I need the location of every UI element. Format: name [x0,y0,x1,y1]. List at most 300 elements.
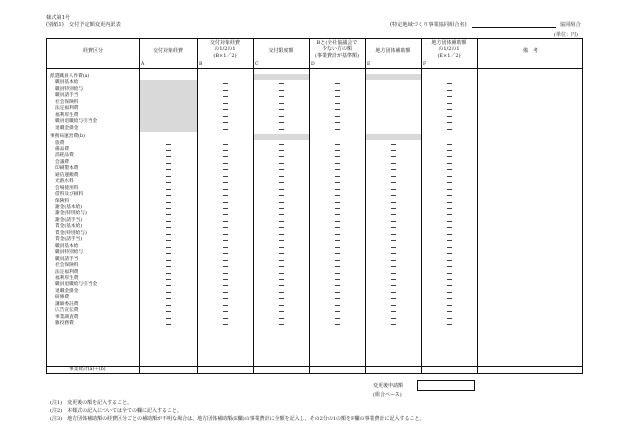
association-name-field[interactable] [472,27,556,28]
empty-cell-mark [391,292,396,293]
empty-cell-mark [166,202,171,203]
empty-cell-mark [447,227,452,228]
column-header-line: の1/2の1 [214,46,236,53]
empty-cell-mark [391,156,396,157]
empty-cell-mark [447,150,452,151]
shaded-cell [254,74,309,80]
row-label: 職員退職給与引当金 [55,282,98,288]
unit-note: (単位：円) [554,32,578,38]
empty-cell-mark [335,221,340,222]
empty-cell-mark [223,214,228,215]
empty-cell-mark [335,129,340,130]
row-label: 講師委託費 [55,301,79,307]
breakdown-table [46,38,583,374]
row-label: 賃金(特別給与) [55,230,87,236]
empty-cell-mark [391,253,396,254]
empty-cell-mark [447,182,452,183]
empty-cell-mark [335,318,340,319]
empty-cell-mark [335,144,340,145]
empty-cell-mark [223,176,228,177]
empty-cell-mark [223,182,228,183]
empty-cell-mark [279,122,284,123]
empty-cell-mark [279,195,284,196]
empty-cell-mark [223,279,228,280]
empty-cell-mark [447,144,452,145]
row-label: 借料及び損料 [55,192,84,198]
empty-cell-mark [335,189,340,190]
empty-cell-mark [166,150,171,151]
empty-cell-mark [447,103,452,104]
empty-cell-mark [223,311,228,312]
row-label: 職員特別給与 [55,86,84,92]
column-header [421,40,477,59]
column-divider [197,39,198,373]
empty-cell-mark [223,116,228,117]
column-header-line: (B×1／2) [213,52,237,59]
empty-cell-mark [335,227,340,228]
empty-cell-mark [279,163,284,164]
empty-cell-mark [223,266,228,267]
empty-cell-mark [223,221,228,222]
empty-cell-mark [223,189,228,190]
empty-cell-mark [166,163,171,164]
empty-cell-mark [391,273,396,274]
empty-cell-mark [279,202,284,203]
empty-cell-mark [223,318,228,319]
association-name-label: (特定地域づくり事業協同組合名) [390,22,467,28]
note-1: (注1) 変更後の額を記入すること。 [50,400,133,406]
empty-cell-mark [335,195,340,196]
row-label: 雑役務費 [55,321,74,327]
row-label: 福利厚生費 [55,275,79,281]
empty-cell-mark [335,214,340,215]
empty-cell-mark [335,122,340,123]
empty-cell-mark [391,208,396,209]
empty-cell-mark [391,189,396,190]
column-header-line: (E×1／2) [437,52,461,59]
row-label: 職員基本給 [55,80,79,86]
empty-cell-mark [391,318,396,319]
empty-cell-mark [166,324,171,325]
empty-cell-mark [279,324,284,325]
empty-cell-mark [447,324,452,325]
empty-cell-mark [447,195,452,196]
empty-cell-mark [279,176,284,177]
empty-cell-mark [166,253,171,254]
empty-cell-mark [447,260,452,261]
empty-cell-mark [391,279,396,280]
empty-cell-mark [223,202,228,203]
empty-cell-mark [279,247,284,248]
empty-cell-mark [279,144,284,145]
empty-cell-mark [166,234,171,235]
empty-cell-mark [335,103,340,104]
row-label: 研修費 [55,295,70,301]
empty-cell-mark [391,260,396,261]
empty-cell-mark [166,318,171,319]
empty-cell-mark [335,208,340,209]
row-label: 謝金(諸手当) [55,217,83,223]
empty-cell-mark [335,169,340,170]
empty-cell-mark [166,195,171,196]
empty-cell-mark [447,176,452,177]
empty-cell-mark [335,90,340,91]
empty-cell-mark [447,318,452,319]
empty-cell-mark [223,163,228,164]
row-label: 退職金掛金 [55,288,79,294]
empty-cell-mark [223,122,228,123]
empty-cell-mark [335,163,340,164]
empty-cell-mark [391,298,396,299]
empty-cell-mark [279,292,284,293]
empty-cell-mark [335,324,340,325]
column-header-line: 少ない方の額 [321,46,352,53]
empty-cell-mark [223,195,228,196]
empty-cell-mark [279,240,284,241]
empty-cell-mark [223,240,228,241]
column-header [197,40,253,59]
empty-cell-mark [166,279,171,280]
row-label: 法定福利費 [55,106,79,112]
empty-cell-mark [447,208,452,209]
empty-cell-mark [223,103,228,104]
empty-cell-mark [447,273,452,274]
row-label: 職員諸手当 [55,93,79,99]
empty-cell-mark [279,221,284,222]
empty-cell-mark [223,83,228,84]
column-header [477,48,584,54]
empty-cell-mark [447,189,452,190]
empty-cell-mark [223,324,228,325]
total-label: 事業費計(a)＋(b) [69,367,106,372]
empty-cell-mark [391,169,396,170]
empty-cell-mark [391,240,396,241]
row-label: 光熱水料 [55,179,74,185]
empty-cell-mark [223,285,228,286]
empty-cell-mark [447,253,452,254]
empty-cell-mark [447,109,452,110]
shaded-cell [254,134,309,140]
empty-cell-mark [279,182,284,183]
empty-cell-mark [166,156,171,157]
row-label: 事業調査費 [55,314,79,320]
empty-cell-mark [223,96,228,97]
empty-cell-mark [335,234,340,235]
empty-cell-mark [279,318,284,319]
empty-cell-mark [279,109,284,110]
empty-cell-mark [335,266,340,267]
empty-cell-mark [279,103,284,104]
empty-cell-mark [279,305,284,306]
row-label: 会議費 [55,159,70,165]
shaded-cell [366,134,421,140]
empty-cell-mark [447,285,452,286]
empty-cell-mark [166,182,171,183]
column-header-line: 備 考 [522,48,538,54]
row-label: 旅費 [55,140,65,146]
empty-cell-mark [447,122,452,123]
empty-cell-mark [279,260,284,261]
empty-cell-mark [166,144,171,145]
total-divider [47,366,582,367]
empty-cell-mark [447,279,452,280]
column-header-line: の1/2の1 [438,46,460,53]
empty-cell-mark [279,227,284,228]
empty-cell-mark [447,240,452,241]
empty-cell-mark [447,292,452,293]
empty-cell-mark [391,144,396,145]
group-title: 派遣職員人件費(a) [50,74,90,79]
empty-cell-mark [391,150,396,151]
empty-cell-mark [279,156,284,157]
apply-amount-label: 変更後申請額 [373,383,404,389]
row-label: 職員特別給与 [55,250,84,256]
empty-cell-mark [391,285,396,286]
empty-cell-mark [447,266,452,267]
empty-cell-mark [223,305,228,306]
empty-cell-mark [166,214,171,215]
row-label: 謝金(基本給) [55,205,83,210]
header-divider [47,68,582,69]
empty-cell-mark [279,129,284,130]
empty-cell-mark [335,253,340,254]
column-header-line: (事業費計が基準額) [315,52,359,59]
empty-cell-mark [391,266,396,267]
empty-cell-mark [335,150,340,151]
empty-cell-mark [447,156,452,157]
shaded-cell [140,80,197,132]
row-label: 職員基本給 [55,243,79,249]
empty-cell-mark [223,298,228,299]
empty-cell-mark [391,163,396,164]
column-header-line: 経費区分 [82,48,103,54]
column-header-line: 交付限度額 [268,48,294,54]
empty-cell-mark [447,83,452,84]
empty-cell-mark [223,129,228,130]
apply-amount-sublabel: (組合ベース) [373,392,402,398]
empty-cell-mark [391,182,396,183]
column-header-line: Bと(全社協議会で [316,40,358,46]
empty-cell-mark [166,273,171,274]
empty-cell-mark [223,144,228,145]
empty-cell-mark [447,298,452,299]
empty-cell-mark [279,208,284,209]
empty-cell-mark [335,240,340,241]
empty-cell-mark [391,311,396,312]
empty-cell-mark [166,266,171,267]
row-label: 会場使用料 [55,185,79,191]
group-title: 事務局運営費(b) [50,134,85,140]
column-letter: F [423,62,427,67]
empty-cell-mark [447,234,452,235]
empty-cell-mark [279,285,284,286]
column-header-line: 地方団体補助額 [375,48,411,54]
empty-cell-mark [335,311,340,312]
empty-cell-mark [335,202,340,203]
empty-cell-mark [223,109,228,110]
empty-cell-mark [335,305,340,306]
empty-cell-mark [447,90,452,91]
row-label: 退職金掛金 [55,125,79,131]
association-suffix: 協同組合 [560,22,581,28]
empty-cell-mark [279,234,284,235]
empty-cell-mark [223,169,228,170]
empty-cell-mark [447,163,452,164]
empty-cell-mark [223,292,228,293]
empty-cell-mark [279,279,284,280]
empty-cell-mark [335,182,340,183]
column-letter: C [255,62,259,67]
row-label: 備品費 [55,146,70,152]
empty-cell-mark [391,305,396,306]
empty-cell-mark [447,129,452,130]
column-divider [309,39,310,373]
column-letter: B [199,62,203,67]
note-2: (注2) 本様式の記入については全ての欄に記入すること。 [50,408,182,414]
empty-cell-mark [223,260,228,261]
empty-cell-mark [223,90,228,91]
empty-cell-mark [166,298,171,299]
empty-cell-mark [391,234,396,235]
empty-cell-mark [223,156,228,157]
empty-cell-mark [279,266,284,267]
empty-cell-mark [166,305,171,306]
row-label: 法定福利費 [55,269,79,275]
row-label: 職員退職給与引当金 [55,119,98,125]
column-header [365,48,421,54]
row-label: 賃金(諸手当) [55,237,83,243]
empty-cell-mark [279,214,284,215]
empty-cell-mark [335,279,340,280]
column-divider [365,39,366,373]
row-label: 職員諸手当 [55,256,79,262]
empty-cell-mark [223,273,228,274]
column-header-line: 交付対象経費 [152,48,183,54]
empty-cell-mark [279,273,284,274]
empty-cell-mark [166,247,171,248]
column-letter: D [311,62,315,67]
empty-cell-mark [391,227,396,228]
row-label: 通信運搬費 [55,172,79,178]
column-header [47,48,139,54]
row-label: 社会保険料 [55,99,79,105]
empty-cell-mark [223,150,228,151]
empty-cell-mark [335,96,340,97]
empty-cell-mark [335,176,340,177]
column-letter: E [367,62,371,67]
empty-cell-mark [279,116,284,117]
empty-cell-mark [447,214,452,215]
column-header-line: 交付対象経費 [209,40,240,46]
row-label: 福利厚生費 [55,112,79,118]
empty-cell-mark [335,273,340,274]
column-header-line: 地方団体補助額 [431,40,467,46]
empty-cell-mark [447,221,452,222]
empty-cell-mark [166,285,171,286]
empty-cell-mark [391,202,396,203]
empty-cell-mark [447,116,452,117]
empty-cell-mark [166,227,171,228]
empty-cell-mark [391,221,396,222]
empty-cell-mark [166,311,171,312]
empty-cell-mark [279,150,284,151]
empty-cell-mark [447,305,452,306]
empty-cell-mark [391,214,396,215]
empty-cell-mark [166,292,171,293]
column-divider [421,39,422,373]
row-label: 印刷製本費 [55,166,79,172]
empty-cell-mark [391,176,396,177]
empty-cell-mark [279,311,284,312]
empty-cell-mark [279,253,284,254]
column-divider [477,39,478,373]
empty-cell-mark [279,169,284,170]
empty-cell-mark [223,247,228,248]
empty-cell-mark [447,247,452,248]
empty-cell-mark [335,83,340,84]
empty-cell-mark [279,298,284,299]
column-divider [253,39,254,373]
row-label: 広告宣伝費 [55,308,79,314]
empty-cell-mark [279,90,284,91]
row-label: 保険料 [55,198,70,204]
column-header [309,40,365,59]
apply-amount-field[interactable] [417,380,475,391]
empty-cell-mark [166,221,171,222]
empty-cell-mark [223,253,228,254]
empty-cell-mark [223,234,228,235]
empty-cell-mark [279,96,284,97]
empty-cell-mark [335,260,340,261]
empty-cell-mark [335,109,340,110]
empty-cell-mark [335,292,340,293]
empty-cell-mark [223,208,228,209]
empty-cell-mark [166,176,171,177]
empty-cell-mark [166,208,171,209]
row-label: 消耗品費 [55,153,74,159]
column-letter: A [141,62,145,67]
note-3: (注3) 地方団体補助額の経費区分ごとの補助額が不明な場合は、地方団体補助額(E欄)の事業費計に全額を記入し、その2分の1の額をF欄の事業費計に記入すること。 [50,416,425,422]
empty-cell-mark [223,227,228,228]
form-title: (別紙1) 交付予定額変更内訳表 [46,22,121,28]
empty-cell-mark [447,169,452,170]
empty-cell-mark [335,156,340,157]
empty-cell-mark [279,189,284,190]
row-label: 謝金(特別給与) [55,211,87,217]
empty-cell-mark [335,247,340,248]
empty-cell-mark [447,202,452,203]
empty-cell-mark [166,189,171,190]
empty-cell-mark [166,260,171,261]
empty-cell-mark [391,324,396,325]
form-number: 様式第1号 [46,15,71,21]
empty-cell-mark [335,298,340,299]
row-label: 社会保険料 [55,263,79,269]
empty-cell-mark [335,116,340,117]
empty-cell-mark [335,285,340,286]
empty-cell-mark [279,83,284,84]
empty-cell-mark [391,247,396,248]
row-label: 賃金(基本給) [55,224,83,230]
empty-cell-mark [447,96,452,97]
column-header [253,48,309,54]
empty-cell-mark [166,169,171,170]
shaded-cell [366,74,421,80]
empty-cell-mark [391,195,396,196]
empty-cell-mark [447,311,452,312]
column-header [139,48,197,54]
empty-cell-mark [166,240,171,241]
